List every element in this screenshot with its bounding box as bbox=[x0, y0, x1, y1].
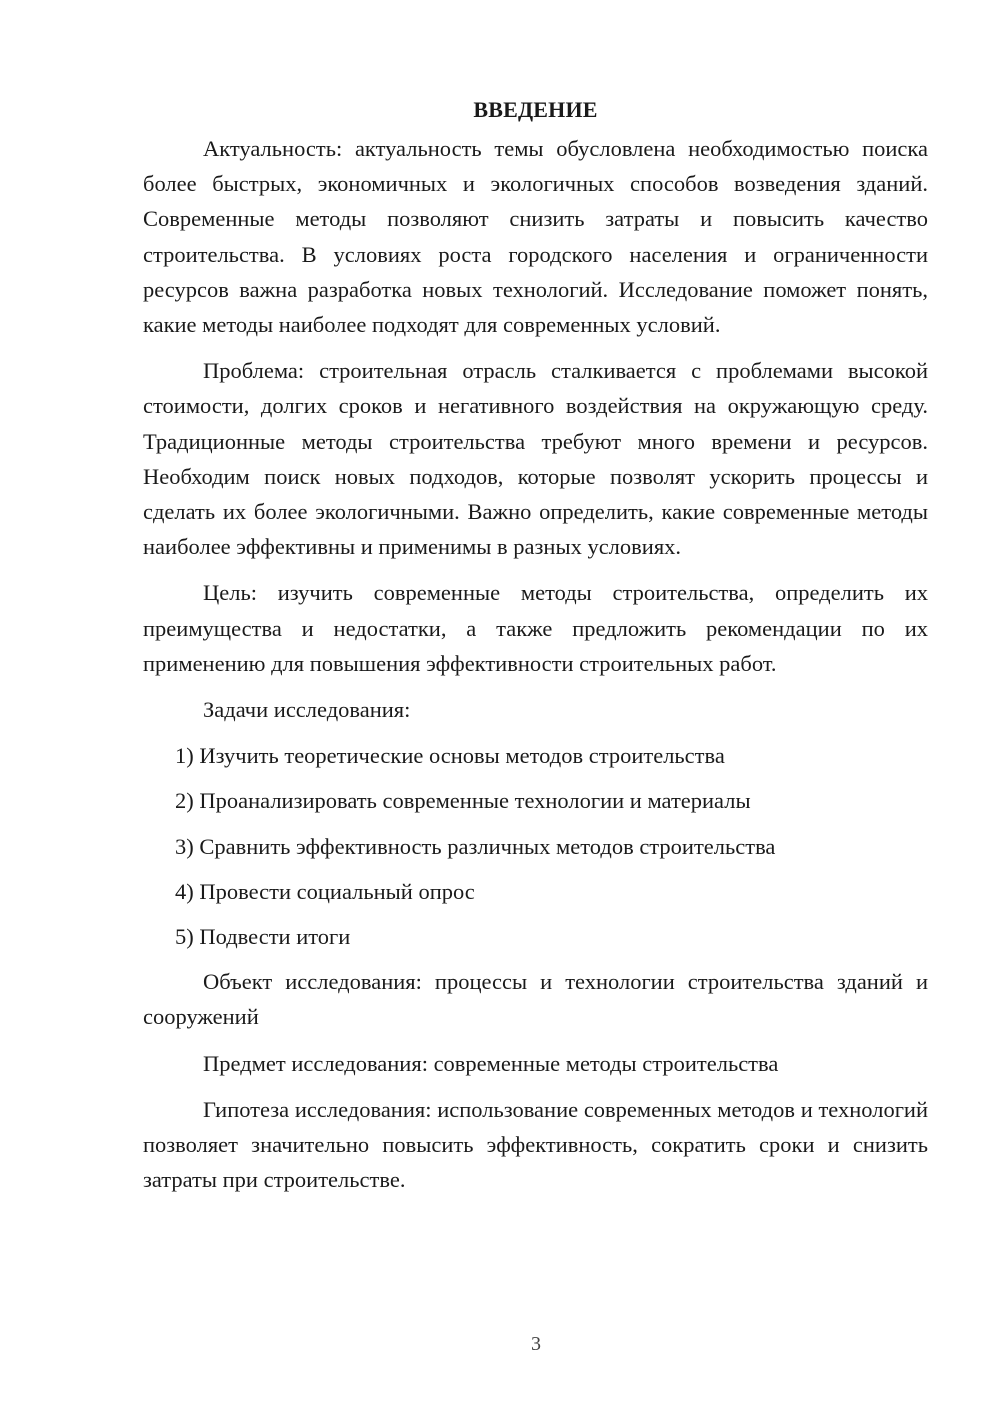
section-title: ВВЕДЕНИЕ bbox=[473, 97, 598, 122]
tasks-list bbox=[143, 738, 928, 954]
page-number: 3 bbox=[531, 1333, 541, 1355]
relevance-paragraph: Актуальность: актуальность темы обусловлена необходимостью поиска более быстрых, экономичных и экологичных способов возведения зданий. Современные методы позволяют снизить затраты и повысить качество строительства. В условиях роста городского населения и ограниченности ресурсов важна разработка новых технологий. Исследование поможет понять, какие методы наиболее подходят для современных условий. bbox=[143, 136, 928, 338]
object-paragraph: Объект исследования: процессы и технологии строительства зданий и сооружений bbox=[143, 969, 928, 1030]
task-item: 2) Проанализировать современные технологии и материалы bbox=[175, 788, 751, 814]
task-item: 4) Провести социальный опрос bbox=[175, 878, 475, 904]
task-item: 1) Изучить теоретические основы методов строительства bbox=[175, 743, 725, 769]
task-item: 5) Подвести итоги bbox=[175, 924, 351, 950]
document-page bbox=[143, 92, 928, 1208]
goal-paragraph: Цель: изучить современные методы строительства, определить их преимущества и недостатки, а также предложить рекомендации по их применению для повышения эффективности строительных работ. bbox=[143, 580, 928, 676]
problem-paragraph: Проблема: строительная отрасль сталкивается с проблемами высокой стоимости, долгих сроков и негативного воздействия на окружающую среду. Традиционные методы строительства требуют много времени и ресурсов. Необходим поиск новых подходов, которые позволят ускорить процессы и сделать их более экологичными. Важно определить, какие современные методы наиболее эффективны и применимы в разных условиях. bbox=[143, 358, 928, 560]
task-item: 3) Сравнить эффективность различных методов строительства bbox=[175, 833, 776, 859]
tasks-heading: Задачи исследования: bbox=[203, 697, 411, 723]
subject-paragraph: Предмет исследования: современные методы строительства bbox=[203, 1050, 779, 1076]
hypothesis-paragraph: Гипотеза исследования: использование современных методов и технологий позволяет значительно повысить эффективность, сократить сроки и снизить затраты при строительстве. bbox=[143, 1096, 928, 1193]
